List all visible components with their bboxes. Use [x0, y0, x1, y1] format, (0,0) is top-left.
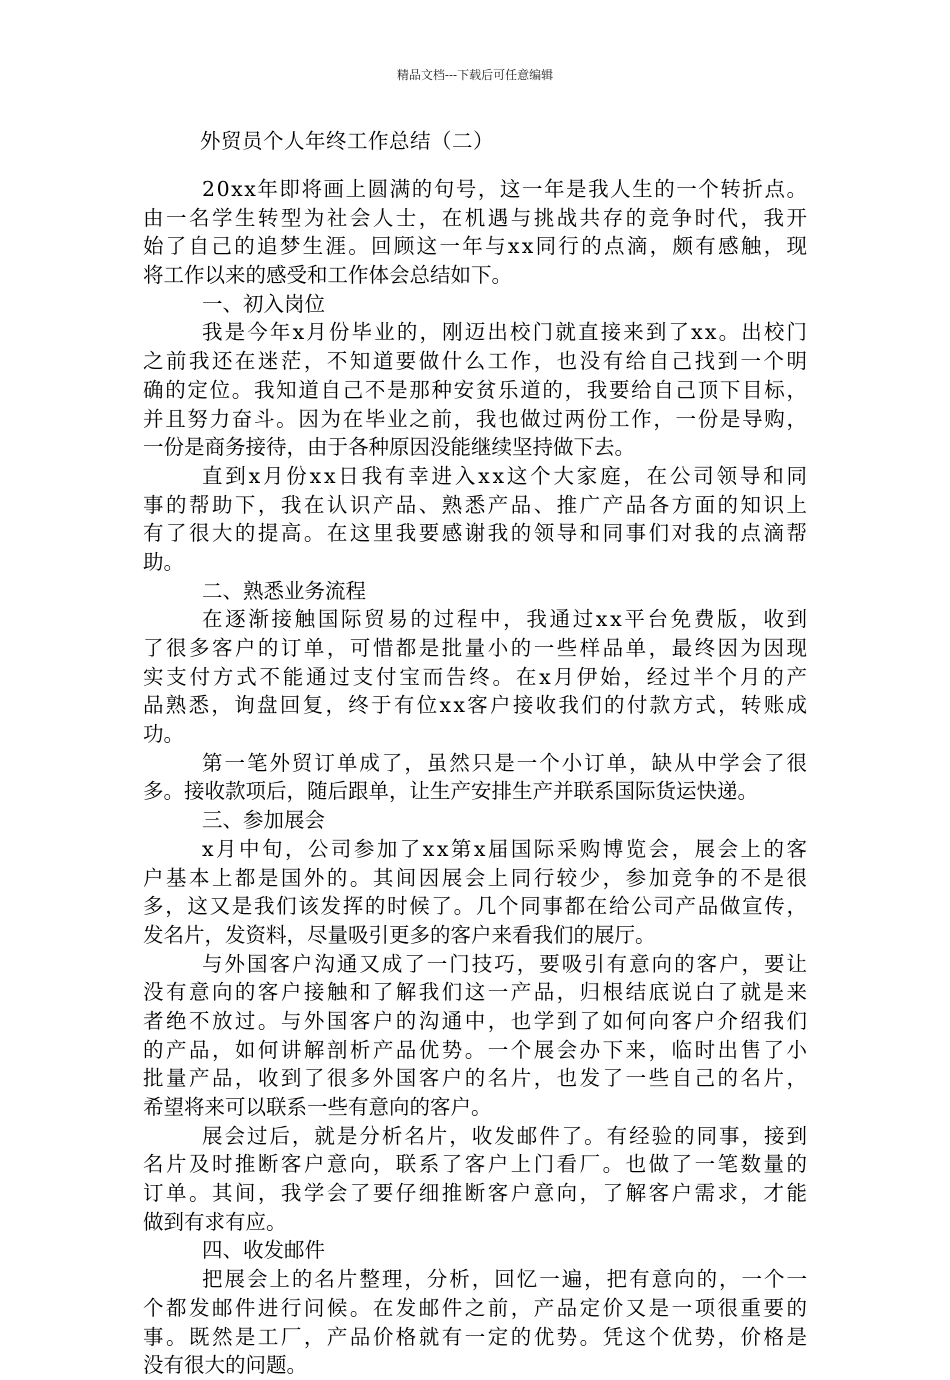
text-line: 一、初入岗位 [202, 291, 325, 316]
text-line: 订单。其间，我学会了要仔细推断客户意向，了解客户需求，才能 [143, 1181, 810, 1206]
text-line: 实支付方式不能通过支付宝而告终。在x月伊始，经过半个月的产 [143, 664, 810, 689]
text-line: 个都发邮件进行问候。在发邮件之前，产品定价又是一项很重要的 [143, 1295, 810, 1320]
text-line: 三、参加展会 [202, 808, 325, 833]
text-line: 功。 [143, 722, 184, 747]
text-line: 第一笔外贸订单成了，虽然只是一个小订单，缺从中学会了很 [202, 750, 809, 775]
text-line: 事。既然是工厂，产品价格就有一定的优势。凭这个优势，价格是 [143, 1324, 810, 1349]
text-line: 并且努力奋斗。因为在毕业之前，我也做过两份工作，一份是导购， [143, 406, 809, 431]
text-line: 发名片，发资料，尽量吸引更多的客户来看我们的展厅。 [143, 922, 656, 947]
text-line: 由一名学生转型为社会人士，在机遇与挑战共存的竞争时代，我开 [143, 205, 810, 230]
text-line: 在逐渐接触国际贸易的过程中，我通过xx平台免费版，收到 [202, 607, 810, 632]
text-line: 四、收发邮件 [202, 1238, 325, 1263]
text-line: 品熟悉，询盘回复，终于有位xx客户接收我们的付款方式，转账成 [143, 693, 810, 718]
document-title: 外贸员个人年终工作总结（二） [200, 129, 494, 153]
text-line: 有了很大的提高。在这里我要感谢我的领导和同事们对我的点滴帮 [143, 521, 810, 546]
text-line: 名片及时推断客户意向，联系了客户上门看厂。也做了一笔数量的 [143, 1152, 810, 1177]
text-line: 助。 [143, 549, 184, 574]
text-line: 展会过后，就是分析名片，收发邮件了。有经验的同事，接到 [202, 1123, 809, 1148]
text-line: 多，这又是我们该发挥的时候了。几个同事都在给公司产品做宣传， [143, 894, 809, 919]
text-line: 始了自己的追梦生涯。回顾这一年与xx同行的点滴，颇有感触，现 [143, 234, 810, 259]
text-line: 我是今年x月份毕业的，刚迈出校门就直接来到了xx。出校门 [202, 320, 810, 345]
text-line: 没有意向的客户接触和了解我们这一产品，归根结底说白了就是来 [143, 980, 810, 1005]
text-line: 多。接收款项后，随后跟单，让生产安排生产并联系国际货运快递。 [143, 779, 758, 804]
page-header: 精品文档---下载后可任意编辑 [396, 68, 554, 82]
text-line: 没有很大的问题。 [143, 1353, 307, 1378]
text-line: 20xx年即将画上圆满的句号，这一年是我人生的一个转折点。 [202, 177, 809, 201]
text-line: 把展会上的名片整理，分析，回忆一遍，把有意向的，一个一 [202, 1267, 809, 1292]
text-line: 将工作以来的感受和工作体会总结如下。 [143, 263, 512, 288]
text-line: 确的定位。我知道自己不是那种安贫乐道的，我要给自己顶下目标， [143, 377, 809, 402]
text-line: 之前我还在迷茫，不知道要做什么工作，也没有给自己找到一个明 [143, 349, 810, 374]
text-line: 事的帮助下，我在认识产品、熟悉产品、推广产品各方面的知识上 [143, 492, 810, 517]
text-line: 做到有求有应。 [143, 1209, 287, 1234]
text-line: 者绝不放过。与外国客户的沟通中，也学到了如何向客户介绍我们 [143, 1008, 810, 1033]
text-line: 一份是商务接待，由于各种原因没能继续坚持做下去。 [143, 435, 635, 460]
text-line: 批量产品，收到了很多外国客户的名片，也发了一些自己的名片， [143, 1066, 810, 1091]
text-line: 与外国客户沟通又成了一门技巧，要吸引有意向的客户，要让 [202, 951, 809, 976]
text-line: 的产品，如何讲解剖析产品优势。一个展会办下来，临时出售了小 [143, 1037, 810, 1062]
text-line: x月中旬，公司参加了xx第x届国际采购博览会，展会上的客 [202, 836, 810, 861]
text-line: 希望将来可以联系一些有意向的客户。 [143, 1095, 492, 1119]
text-line: 直到x月份xx日我有幸进入xx这个大家庭，在公司领导和同 [202, 463, 810, 488]
text-line: 户基本上都是国外的。其间因展会上同行较少，参加竞争的不是很 [143, 865, 810, 890]
text-line: 了很多客户的订单，可惜都是批量小的一些样品单，最终因为因现 [143, 636, 810, 660]
document-body [143, 175, 810, 1380]
text-line: 二、熟悉业务流程 [202, 578, 366, 603]
